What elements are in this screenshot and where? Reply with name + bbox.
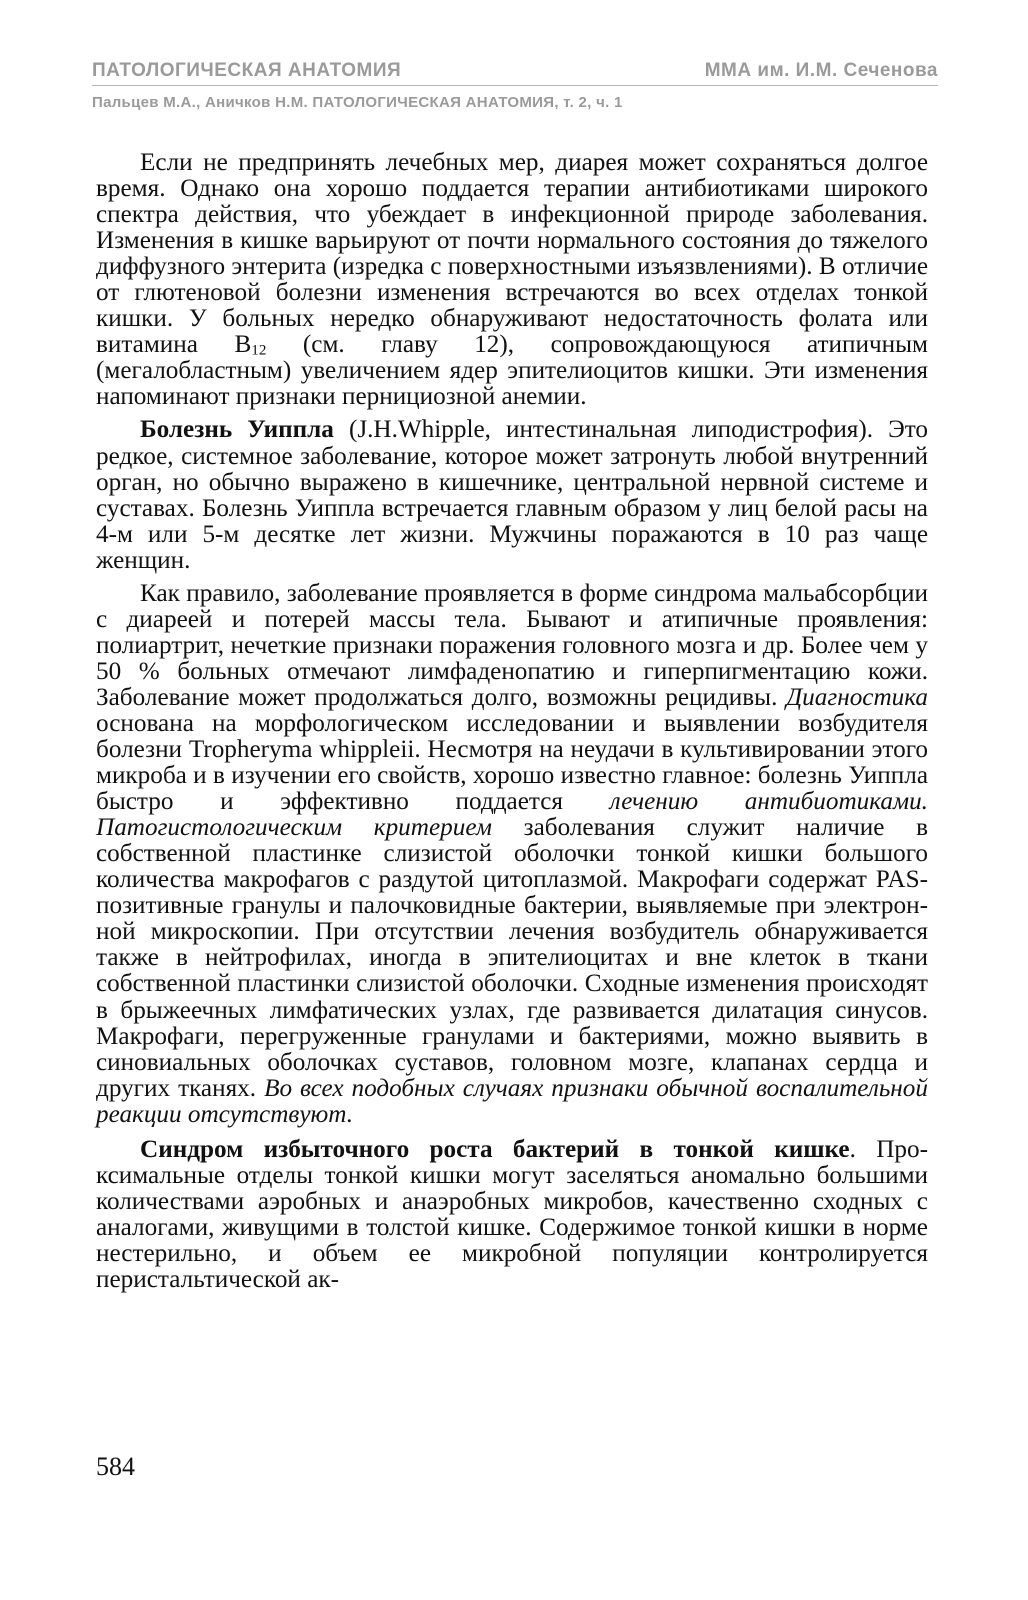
paragraph-4 [96, 1137, 928, 1293]
running-header [92, 60, 938, 86]
italic-conclusion: Во всех подобных случаях признаки обычной воспалительной реакции отсутствуют. [96, 1074, 928, 1128]
italic-diagnostics: Диагностика [786, 683, 928, 711]
page-number: 584 [96, 1452, 135, 1481]
paragraph-4-text: . Проксимальные отделы тонкой кишки могут заселяться аномально большими количествами аэробных и анаэробных микробов, качественно сходных с аналогами, живущими в толстой кишке. Содержимое тонкой кишки в норме нестерильно, и объем ее микробной популяции контролируется перистальтической ак- [96, 1135, 928, 1293]
paragraph-3-text-1: Как правило, заболевание проявляется в форме синдрома мальабсорбции с диареей и потерей массы тела. Бывают и атипичные проявления: полиартрит, нечеткие признаки поражения головного мозга и др. Более чем у 50 % больных отмечают лимфаденопатию и гиперпигментацию кожи. Заболевание может продолжаться долго, возможны рецидивы. [96, 579, 928, 711]
paragraph-1-text-a: Если не предпринять лечебных мер, диарея может сохраняться долгое время. Однако она хорошо поддается терапии антибиотиками широкого спектра действия, что убеждает в инфекционной природе заболевания. Изменения в кишке варьируют от почти нормального состояния до тяжелого диффузного энтерита (изредка с поверхностными изъязвлениями). В отличие от глютеновой болезни изменения встречаются во всех отделах тонкой кишки. У больных нередко обнаруживают недостаточность фолата или витамина В [96, 149, 928, 359]
body-text [96, 150, 928, 1293]
header-title: ПАТОЛОГИЧЕСКАЯ АНАТОМИЯ [92, 60, 402, 81]
paragraph-1 [96, 150, 928, 410]
paragraph-3-text-2: основана на морфологическом исследовании и выявлении возбудителя болезни Tropheryma whippleii. Несмотря на неудачи в культивировании этого микроба и в изучении его свойств, хорошо известно главное: болезнь Уиппла быстро и эффективно поддается [96, 709, 928, 816]
header-divider [92, 85, 938, 86]
paragraph-2 [96, 417, 928, 573]
paragraph-3-text-3: заболевания служит наличие в собственной пластинке слизистой оболочки тонкой кишки большого количества макрофагов с раздутой цитоплазмой. Макрофаги содержат PAS-позитивные гранулы и палочковидные бактерии, выявляемые при электронной микроскопии. При отсутствии лечения возбудитель обнаруживается также в нейтрофилах, иногда в эпителиоцитах и вне клеток в ткани собственной пластинки слизистой оболочки. Сходные изменения происходят в брыжеечных лимфатических узлах, где развивается дилатация синусов. Макрофаги, перегруженные гранулами и бактериями, можно выявить в синовиальных оболочках суставов, головном мозге, клапанах сердца и других тканях. [96, 814, 928, 1102]
subscript: 12 [251, 342, 267, 359]
paragraph-2-text: (J.H.Whipple, интестинальная липодистрофия). Это редкое, системное заболевание, которое может затронуть любой внутренний орган, но обычно выражено в кишечнике, центральной нервной системе и суставах. Болезнь Уиппла встречается главным образом у лиц белой расы на 4-м или 5-м десятке лет жизни. Мужчины поражаются в 10 раз чаще женщин. [96, 416, 928, 574]
term-bacterial-overgrowth: Синдром избыточного роста бактерий в тонкой кишке [140, 1135, 850, 1163]
paragraph-1-text-b: (см. главу 12), сопровождающуюся атипичным (мегалобластным) увеличением ядер эпителиоцитов кишки. Эти изменения напоминают признаки пернициозной анемии. [96, 331, 928, 411]
term-whipple: Болезнь Уиппла [140, 416, 334, 444]
header-institution: ММА им. И.М. Сеченова [704, 60, 938, 81]
paragraph-3 [96, 581, 928, 1128]
header-subtitle: Пальцев М.А., Аничков Н.М. ПАТОЛОГИЧЕСКАЯ АНАТОМИЯ, т. 2, ч. 1 [92, 94, 623, 111]
italic-treatment: лечению антибиотиками. Патогистологическим критерием [96, 788, 928, 842]
